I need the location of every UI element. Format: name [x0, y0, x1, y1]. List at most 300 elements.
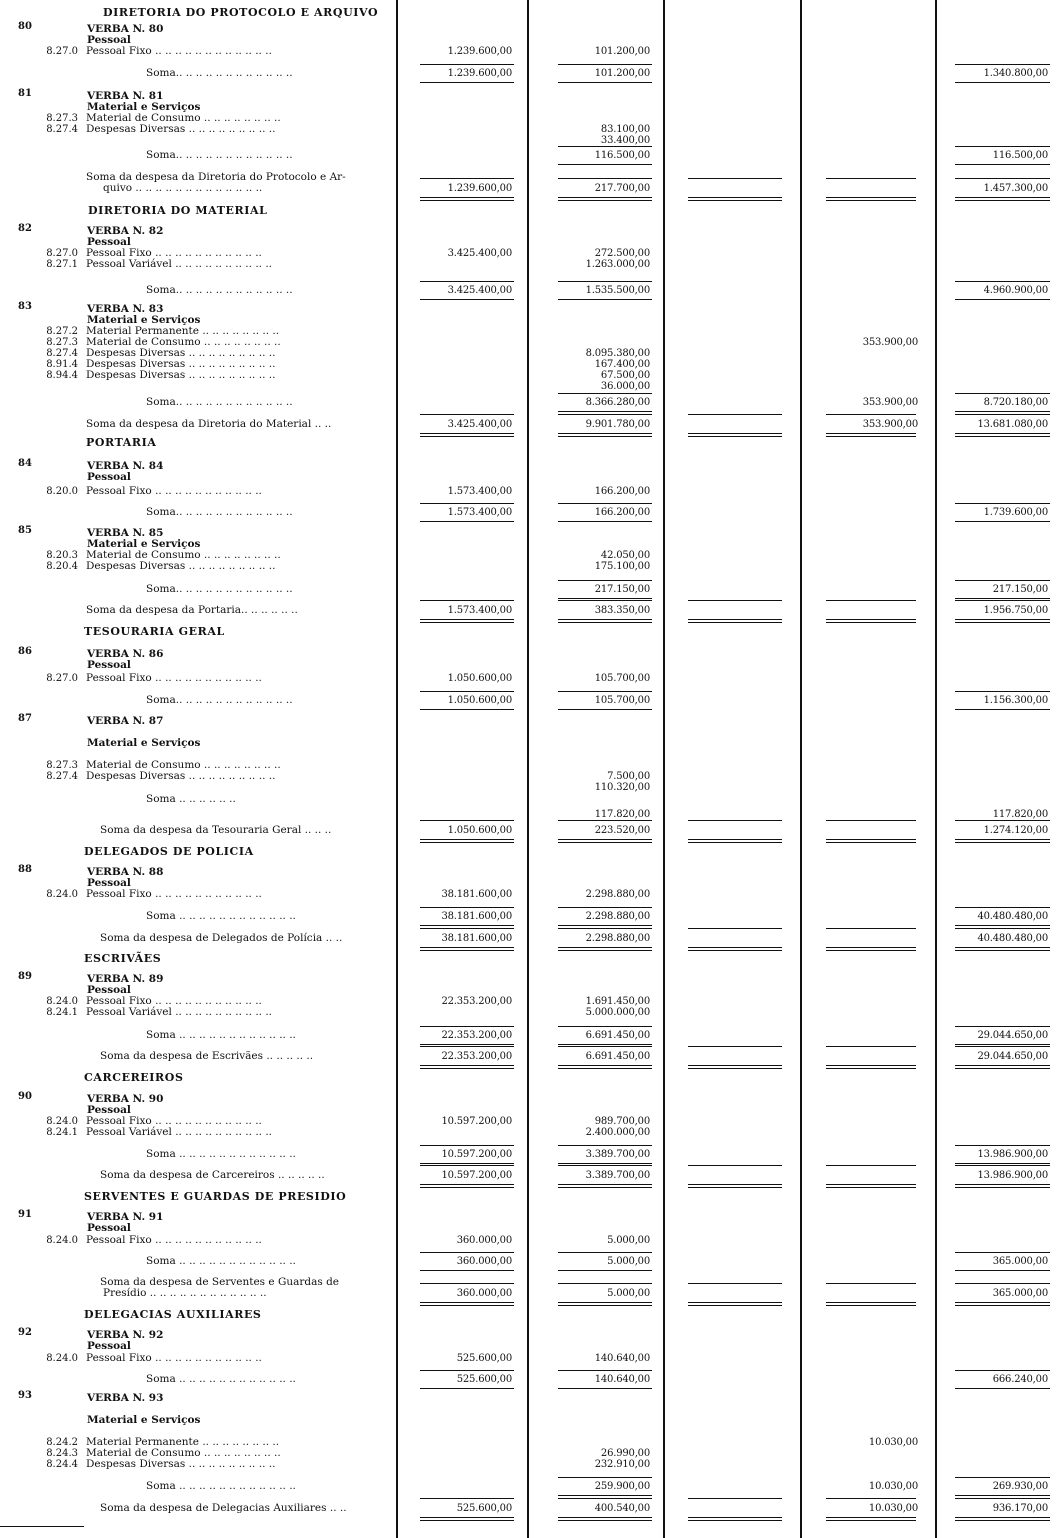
soma-label: Soma .. .. .. .. .. .. .. .. .. .. .. .. — [146, 1255, 296, 1267]
amount-c6: 13.986.900,00 — [977, 1149, 1048, 1160]
verba-number: 83 — [18, 301, 32, 312]
item-description: Material Permanente .. .. .. .. .. .. .. .. — [86, 325, 280, 337]
amount-c3: 101.200,00 — [594, 68, 650, 79]
amount-c3: 259.900,00 — [594, 1481, 650, 1492]
amount-c2: 3.425.400,00 — [447, 419, 512, 430]
amount-rule — [420, 1145, 514, 1146]
soma-label: Soma .. .. .. .. .. .. .. .. .. .. .. .. — [146, 1373, 296, 1385]
amount-c2: 10.597.200,00 — [441, 1170, 512, 1181]
total-rule — [688, 197, 782, 201]
amount-rule — [420, 281, 514, 282]
item-description: Pessoal Variável .. .. .. .. .. .. .. .. .. .. — [86, 1126, 273, 1138]
amount-c2: 38.181.600,00 — [441, 933, 512, 944]
total-rule — [955, 1283, 1050, 1284]
total-rule — [688, 1165, 782, 1166]
amount-c3: 105.700,00 — [594, 673, 650, 684]
total-rule — [558, 414, 652, 415]
section-total-label: Soma da despesa de Carcereiros .. .. .. .. .. — [100, 1169, 325, 1181]
amount-c3: 116.500,00 — [594, 150, 650, 161]
amount-c2: 360.000,00 — [456, 1235, 512, 1246]
amount-c2: 1.573.400,00 — [447, 507, 512, 518]
amount-rule — [955, 146, 1050, 147]
amount-c2: 1.573.400,00 — [447, 605, 512, 616]
verba-label: VERBA N. 91 — [87, 1211, 164, 1223]
verba-category: Pessoal — [87, 1222, 131, 1234]
column-rule — [935, 0, 937, 1538]
amount-c2: 525.600,00 — [456, 1353, 512, 1364]
verba-label: VERBA N. 82 — [87, 225, 164, 237]
amount-rule — [558, 1145, 652, 1146]
amount-c3: 167.400,00 — [594, 359, 650, 370]
soma-label: Soma.. .. .. .. .. .. .. .. .. .. .. .. — [146, 583, 293, 595]
total-rule — [558, 820, 652, 821]
amount-rule — [558, 411, 652, 412]
soma-label: Soma.. .. .. .. .. .. .. .. .. .. .. .. — [146, 149, 293, 161]
section-total-label: Soma da despesa da Diretoria do Material .. .. — [86, 418, 332, 430]
item-description: Material Permanente .. .. .. .. .. .. .. .. — [86, 1436, 280, 1448]
total-rule — [420, 1165, 514, 1166]
amount-c6: 1.739.600,00 — [983, 507, 1048, 518]
total-rule — [420, 414, 514, 415]
total-rule — [558, 1184, 652, 1188]
amount-c3: 989.700,00 — [594, 1116, 650, 1127]
amount-rule — [955, 64, 1050, 65]
total-rule — [955, 947, 1050, 951]
total-rule — [955, 1165, 1050, 1166]
verba-number: 88 — [18, 864, 32, 875]
total-rule — [420, 1046, 514, 1047]
total-rule — [826, 1065, 916, 1069]
total-rule — [826, 1517, 916, 1521]
amount-rule — [420, 1044, 514, 1045]
item-code: 8.27.3 — [46, 113, 78, 124]
amount-c3: 232.910,00 — [594, 1459, 650, 1470]
item-description: Pessoal Fixo .. .. .. .. .. .. .. .. .. .. .. — [86, 1234, 262, 1246]
amount-c6: 4.960.900,00 — [983, 285, 1048, 296]
item-description: Material de Consumo .. .. .. .. .. .. .. .. — [86, 1447, 281, 1459]
item-description: Pessoal Fixo .. .. .. .. .. .. .. .. .. .. .. — [86, 672, 262, 684]
total-rule — [688, 1184, 782, 1188]
item-description: Pessoal Fixo .. .. .. .. .. .. .. .. .. .. .. — [86, 888, 262, 900]
amount-c2: 360.000,00 — [456, 1256, 512, 1267]
total-rule — [558, 1302, 652, 1306]
amount-c3: 7.500,00 — [607, 771, 650, 782]
total-rule — [955, 600, 1050, 601]
total-rule — [826, 1302, 916, 1306]
total-rule — [420, 947, 514, 951]
section-heading: DELEGACIAS AUXILIARES — [84, 1308, 262, 1321]
amount-c6: 1.340.800,00 — [983, 68, 1048, 79]
total-rule — [955, 619, 1050, 623]
amount-c3: 2.298.880,00 — [585, 889, 650, 900]
verba-label: VERBA N. 88 — [87, 866, 164, 878]
amount-c3: 166.200,00 — [594, 486, 650, 497]
amount-c6: 117.820,00 — [992, 809, 1048, 820]
item-description: Material de Consumo .. .. .. .. .. .. .. .. — [86, 336, 281, 348]
amount-rule — [558, 1044, 652, 1045]
item-description: Despesas Diversas .. .. .. .. .. .. .. .. .. — [86, 358, 276, 370]
section-heading: ESCRIVÃES — [84, 952, 162, 965]
total-rule — [826, 1184, 916, 1188]
amount-rule — [420, 925, 514, 926]
amount-c2: 22.353.200,00 — [441, 996, 512, 1007]
amount-c3: 5.000,00 — [607, 1256, 650, 1267]
amount-c3: 1.263.000,00 — [585, 259, 650, 270]
item-code: 8.91.4 — [46, 359, 78, 370]
amount-rule — [558, 299, 652, 300]
amount-rule — [420, 691, 514, 692]
verba-label: VERBA N. 80 — [87, 23, 164, 35]
amount-rule — [420, 1252, 514, 1253]
item-description: Despesas Diversas .. .. .. .. .. .. .. .. .. — [86, 1458, 276, 1470]
total-rule — [558, 928, 652, 929]
amount-c2: 1.050.600,00 — [447, 673, 512, 684]
section-total-label: Soma da despesa de Serventes e Guardas de — [100, 1276, 340, 1288]
item-code: 8.24.0 — [46, 1116, 78, 1127]
amount-rule — [420, 299, 514, 300]
total-rule — [955, 839, 1050, 843]
total-rule — [688, 839, 782, 843]
verba-label: VERBA N. 87 — [87, 715, 164, 727]
amount-rule — [955, 1495, 1050, 1496]
amount-c3: 400.540,00 — [594, 1503, 650, 1514]
amount-rule — [955, 1370, 1050, 1371]
section-total-label: Soma da despesa de Delegados de Polícia .. .. — [100, 932, 343, 944]
amount-c3: 383.350,00 — [594, 605, 650, 616]
verba-category: Material e Serviços — [87, 101, 201, 113]
section-heading: CARCEREIROS — [84, 1071, 184, 1084]
amount-c6: 365.000,00 — [992, 1288, 1048, 1299]
total-rule — [688, 1065, 782, 1069]
total-rule — [688, 1283, 782, 1284]
item-description: Pessoal Fixo .. .. .. .. .. .. .. .. .. .. .. — [86, 247, 262, 259]
soma-label: Soma.. .. .. .. .. .. .. .. .. .. .. .. — [146, 67, 293, 79]
amount-c3: 5.000,00 — [607, 1235, 650, 1246]
amount-c2: 525.600,00 — [456, 1503, 512, 1514]
amount-c2: 38.181.600,00 — [441, 889, 512, 900]
item-description: Pessoal Fixo .. .. .. .. .. .. .. .. .. .. .. .. — [86, 45, 272, 57]
amount-c3: 175.100,00 — [594, 561, 650, 572]
item-description: Despesas Diversas .. .. .. .. .. .. .. .. .. — [86, 369, 276, 381]
amount-c3: 2.400.000,00 — [585, 1127, 650, 1138]
verba-category: Material e Serviços — [87, 1414, 201, 1426]
total-rule — [558, 839, 652, 843]
amount-c6: 29.044.650,00 — [977, 1030, 1048, 1041]
amount-c3: 105.700,00 — [594, 695, 650, 706]
verba-category: Material e Serviços — [87, 314, 201, 326]
verba-category: Pessoal — [87, 1340, 131, 1352]
amount-c3: 83.100,00 — [600, 124, 650, 135]
section-heading: DIRETORIA DO PROTOCOLO E ARQUIVO — [103, 6, 379, 19]
item-code: 8.24.0 — [46, 1353, 78, 1364]
amount-c3: 9.901.780,00 — [585, 419, 650, 430]
amount-c3: 67.500,00 — [600, 370, 650, 381]
total-rule — [420, 1302, 514, 1306]
amount-rule — [420, 1026, 514, 1027]
amount-c3: 42.050,00 — [600, 550, 650, 561]
amount-rule — [955, 82, 1050, 83]
total-rule — [955, 1302, 1050, 1306]
item-code: 8.27.4 — [46, 348, 78, 359]
amount-c6: 29.044.650,00 — [977, 1051, 1048, 1062]
section-total-label: Soma da despesa da Diretoria do Protocolo e Ar- — [86, 171, 346, 183]
amount-c3: 5.000,00 — [607, 1288, 650, 1299]
amount-rule — [558, 1026, 652, 1027]
item-description: Material de Consumo .. .. .. .. .. .. .. .. — [86, 549, 281, 561]
verba-number: 80 — [18, 21, 32, 32]
item-code: 8.24.0 — [46, 1235, 78, 1246]
section-total-label: Soma da despesa de Escrivães .. .. .. .. .. — [100, 1050, 314, 1062]
total-rule — [420, 839, 514, 843]
total-rule — [826, 414, 916, 415]
total-rule — [558, 433, 652, 437]
item-description: Material de Consumo .. .. .. .. .. .. .. .. — [86, 759, 281, 771]
section-heading: PORTARIA — [86, 436, 157, 449]
amount-c3: 2.298.880,00 — [585, 911, 650, 922]
total-rule — [826, 1498, 916, 1499]
amount-c3: 101.200,00 — [594, 46, 650, 57]
amount-c3: 272.500,00 — [594, 248, 650, 259]
amount-rule — [420, 709, 514, 710]
amount-c5: 353.900,00 — [862, 397, 918, 408]
amount-rule — [955, 521, 1050, 522]
section-total-label: Soma da despesa de Delegacias Auxiliares .. .. — [100, 1502, 347, 1514]
total-rule — [688, 619, 782, 623]
amount-c5: 353.900,00 — [862, 337, 918, 348]
amount-rule — [558, 281, 652, 282]
verba-label: VERBA N. 83 — [87, 303, 164, 315]
amount-rule — [420, 1388, 514, 1389]
amount-c3: 110.320,00 — [594, 782, 650, 793]
item-code: 8.94.4 — [46, 370, 78, 381]
verba-label: VERBA N. 81 — [87, 90, 164, 102]
item-code: 8.24.1 — [46, 1007, 78, 1018]
total-rule — [955, 1517, 1050, 1521]
item-description: Despesas Diversas .. .. .. .. .. .. .. .. .. — [86, 770, 276, 782]
item-description: Despesas Diversas .. .. .. .. .. .. .. .. .. — [86, 123, 276, 135]
total-rule — [558, 197, 652, 201]
amount-rule — [558, 709, 652, 710]
amount-rule — [955, 1026, 1050, 1027]
item-code: 8.27.0 — [46, 673, 78, 684]
amount-c3: 166.200,00 — [594, 507, 650, 518]
amount-c2: 22.353.200,00 — [441, 1051, 512, 1062]
item-code: 8.20.3 — [46, 550, 78, 561]
amount-rule — [558, 521, 652, 522]
amount-c3: 3.389.700,00 — [585, 1170, 650, 1181]
total-rule — [955, 414, 1050, 415]
total-rule — [955, 928, 1050, 929]
amount-rule — [558, 164, 652, 165]
amount-rule — [558, 1495, 652, 1496]
item-description: Material de Consumo .. .. .. .. .. .. .. .. — [86, 112, 281, 124]
amount-c5: 353.900,00 — [862, 419, 918, 430]
verba-category: Pessoal — [87, 659, 131, 671]
soma-label: Soma.. .. .. .. .. .. .. .. .. .. .. .. — [146, 396, 293, 408]
item-code: 8.24.0 — [46, 996, 78, 1007]
total-rule — [688, 1302, 782, 1306]
verba-category: Pessoal — [87, 471, 131, 483]
amount-c2: 1.050.600,00 — [447, 695, 512, 706]
total-rule — [558, 1065, 652, 1069]
item-description: Despesas Diversas .. .. .. .. .. .. .. .. .. — [86, 347, 276, 359]
soma-label: Soma .. .. .. .. .. .. .. .. .. .. .. .. — [146, 910, 296, 922]
verba-number: 87 — [18, 713, 32, 724]
amount-rule — [955, 1477, 1050, 1478]
amount-rule — [420, 82, 514, 83]
total-rule — [558, 1283, 652, 1284]
amount-rule — [558, 393, 652, 394]
amount-c2: 1.239.600,00 — [447, 46, 512, 57]
verba-category: Material e Serviços — [87, 538, 201, 550]
item-code: 8.20.0 — [46, 486, 78, 497]
amount-rule — [558, 1163, 652, 1164]
amount-rule — [955, 709, 1050, 710]
amount-c3: 6.691.450,00 — [585, 1030, 650, 1041]
amount-c6: 1.274.120,00 — [983, 825, 1048, 836]
item-code: 8.27.3 — [46, 337, 78, 348]
verba-label: VERBA N. 85 — [87, 527, 164, 539]
item-code: 8.27.0 — [46, 248, 78, 259]
total-rule — [688, 178, 782, 179]
section-heading: DIRETORIA DO MATERIAL — [88, 204, 268, 217]
total-rule — [420, 619, 514, 623]
total-rule — [688, 1498, 782, 1499]
total-rule — [420, 1283, 514, 1284]
verba-category: Material e Serviços — [87, 737, 201, 749]
amount-c6: 116.500,00 — [992, 150, 1048, 161]
item-code: 8.27.4 — [46, 124, 78, 135]
section-heading: DELEGADOS DE POLICIA — [84, 845, 254, 858]
section-total-label: Presídio .. .. .. .. .. .. .. .. .. .. .. .. — [103, 1287, 267, 1299]
verba-label: VERBA N. 89 — [87, 973, 164, 985]
item-code: 8.27.3 — [46, 760, 78, 771]
amount-rule — [955, 393, 1050, 394]
item-description: Pessoal Fixo .. .. .. .. .. .. .. .. .. .. .. — [86, 485, 262, 497]
column-rule — [527, 0, 529, 1538]
amount-c5: 10.030,00 — [868, 1503, 918, 1514]
total-rule — [826, 1165, 916, 1166]
verba-number: 81 — [18, 88, 32, 99]
amount-c3: 117.820,00 — [594, 809, 650, 820]
amount-c6: 365.000,00 — [992, 1256, 1048, 1267]
amount-rule — [420, 521, 514, 522]
item-code: 8.24.2 — [46, 1437, 78, 1448]
item-description: Pessoal Variável .. .. .. .. .. .. .. .. .. .. — [86, 258, 273, 270]
amount-rule — [955, 1252, 1050, 1253]
amount-rule — [558, 580, 652, 581]
total-rule — [688, 1517, 782, 1521]
verba-category: Pessoal — [87, 877, 131, 889]
amount-rule — [955, 580, 1050, 581]
amount-rule — [955, 1145, 1050, 1146]
amount-c3: 26.990,00 — [600, 1448, 650, 1459]
item-code: 8.24.3 — [46, 1448, 78, 1459]
total-rule — [420, 820, 514, 821]
total-rule — [420, 433, 514, 437]
amount-c2: 360.000,00 — [456, 1288, 512, 1299]
total-rule — [826, 433, 916, 437]
amount-rule — [558, 907, 652, 908]
verba-number: 90 — [18, 1091, 32, 1102]
amount-c5: 10.030,00 — [868, 1437, 918, 1448]
amount-rule — [955, 503, 1050, 504]
column-rule — [800, 0, 802, 1538]
amount-c3: 217.150,00 — [594, 584, 650, 595]
amount-rule — [955, 1270, 1050, 1271]
amount-c6: 1.457.300,00 — [983, 183, 1048, 194]
item-description: Pessoal Fixo .. .. .. .. .. .. .. .. .. .. .. — [86, 995, 262, 1007]
amount-c6: 40.480.480,00 — [977, 933, 1048, 944]
verba-number: 84 — [18, 458, 32, 469]
amount-rule — [955, 925, 1050, 926]
amount-rule — [558, 691, 652, 692]
amount-c5: 10.030,00 — [868, 1481, 918, 1492]
total-rule — [955, 433, 1050, 437]
total-rule — [688, 820, 782, 821]
total-rule — [558, 1165, 652, 1166]
soma-label: Soma.. .. .. .. .. .. .. .. .. .. .. .. — [146, 506, 293, 518]
amount-c3: 8.095.380,00 — [585, 348, 650, 359]
amount-c3: 1.691.450,00 — [585, 996, 650, 1007]
amount-c6: 40.480.480,00 — [977, 911, 1048, 922]
amount-c6: 13.681.080,00 — [977, 419, 1048, 430]
total-rule — [688, 947, 782, 951]
verba-number: 85 — [18, 525, 32, 536]
total-rule — [826, 947, 916, 951]
section-heading: TESOURARIA GERAL — [84, 625, 225, 638]
total-rule — [558, 1517, 652, 1521]
amount-c2: 10.597.200,00 — [441, 1116, 512, 1127]
amount-c2: 1.239.600,00 — [447, 183, 512, 194]
total-rule — [955, 1498, 1050, 1499]
section-total-label: quivo .. .. .. .. .. .. .. .. .. .. .. .. .. — [103, 182, 263, 194]
soma-label: Soma.. .. .. .. .. .. .. .. .. .. .. .. — [146, 284, 293, 296]
verba-number: 93 — [18, 1390, 32, 1401]
amount-c6: 936.170,00 — [992, 1503, 1048, 1514]
item-code: 8.24.1 — [46, 1127, 78, 1138]
total-rule — [826, 178, 916, 179]
soma-label: Soma .. .. .. .. .. .. .. .. .. .. .. .. — [146, 1029, 296, 1041]
soma-label: Soma.. .. .. .. .. .. .. .. .. .. .. .. — [146, 694, 293, 706]
total-rule — [826, 197, 916, 201]
amount-c6: 1.156.300,00 — [983, 695, 1048, 706]
item-description: Pessoal Fixo .. .. .. .. .. .. .. .. .. .. .. — [86, 1115, 262, 1127]
total-rule — [688, 1046, 782, 1047]
amount-c3: 3.389.700,00 — [585, 1149, 650, 1160]
amount-c3: 223.520,00 — [594, 825, 650, 836]
amount-rule — [558, 146, 652, 147]
amount-rule — [955, 907, 1050, 908]
total-rule — [420, 1517, 514, 1521]
item-description: Despesas Diversas .. .. .. .. .. .. .. .. .. — [86, 560, 276, 572]
total-rule — [420, 197, 514, 201]
total-rule — [688, 414, 782, 415]
amount-rule — [955, 299, 1050, 300]
amount-rule — [955, 281, 1050, 282]
amount-rule — [955, 1044, 1050, 1045]
total-rule — [420, 600, 514, 601]
total-rule — [558, 1498, 652, 1499]
verba-label: VERBA N. 86 — [87, 648, 164, 660]
amount-rule — [955, 164, 1050, 165]
total-rule — [558, 178, 652, 179]
item-code: 8.27.2 — [46, 326, 78, 337]
amount-rule — [558, 82, 652, 83]
amount-rule — [558, 925, 652, 926]
amount-rule — [558, 64, 652, 65]
verba-number: 89 — [18, 971, 32, 982]
